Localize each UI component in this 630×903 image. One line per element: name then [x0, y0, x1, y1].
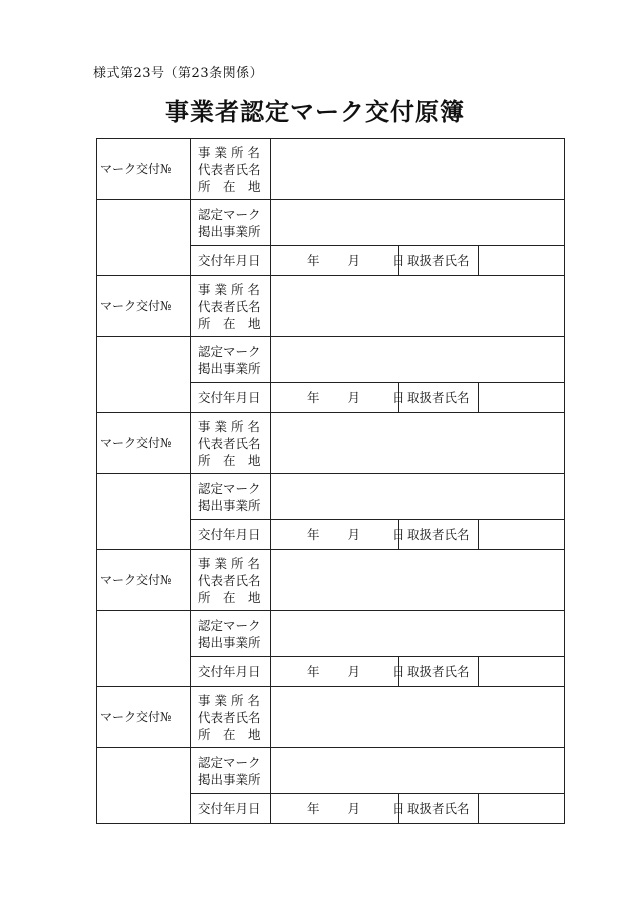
handler-label: 取扱者氏名: [399, 246, 479, 276]
issue-date-field[interactable]: [271, 794, 405, 824]
month-label: 月: [347, 664, 361, 679]
month-label: 月: [347, 253, 361, 268]
year-label: 年: [307, 664, 320, 679]
cert-mark-office-field[interactable]: [271, 611, 565, 657]
day-label: 日: [392, 390, 405, 405]
mark-number-label: マーク交付№: [97, 550, 191, 611]
handler-field[interactable]: [479, 520, 565, 550]
business-name-label: 事 業 所 名: [198, 418, 260, 434]
display-office-label: 掲出事業所: [198, 360, 261, 376]
day-label: 日: [392, 801, 405, 816]
issue-date-label: 交付年月日: [191, 520, 271, 550]
issue-date-label: 交付年月日: [191, 383, 271, 413]
mark-number-label: マーク交付№: [97, 687, 191, 748]
location-label: 所 在 地: [198, 178, 261, 194]
business-name-label: 事 業 所 名: [198, 555, 260, 571]
representative-label: 代表者氏名: [198, 298, 261, 314]
page-title: 事業者認定マーク交付原簿: [165, 97, 465, 126]
handler-label: 取扱者氏名: [399, 383, 479, 413]
handler-field[interactable]: [479, 657, 565, 687]
business-info-field[interactable]: [271, 139, 565, 200]
cert-mark-office-label: [191, 474, 271, 520]
mark-number-field[interactable]: [97, 748, 191, 824]
business-name-label: 事 業 所 名: [198, 692, 260, 708]
display-office-label: 掲出事業所: [198, 634, 261, 650]
day-label: 日: [392, 253, 405, 268]
representative-label: 代表者氏名: [198, 709, 261, 725]
issue-date-label: 交付年月日: [191, 794, 271, 824]
issue-date-label: 交付年月日: [191, 657, 271, 687]
cert-mark-label: 認定マーク: [198, 480, 261, 496]
business-info-field[interactable]: [271, 550, 565, 611]
mark-number-label: マーク交付№: [97, 413, 191, 474]
business-info-field[interactable]: [271, 413, 565, 474]
business-info-label: [191, 413, 271, 474]
month-label: 月: [347, 801, 361, 816]
cert-mark-office-field[interactable]: [271, 474, 565, 520]
mark-number-label: マーク交付№: [97, 139, 191, 200]
location-label: 所 在 地: [198, 726, 261, 742]
location-label: 所 在 地: [198, 589, 261, 605]
business-info-field[interactable]: [271, 687, 565, 748]
business-info-label: [191, 550, 271, 611]
year-label: 年: [307, 253, 320, 268]
handler-label: 取扱者氏名: [399, 657, 479, 687]
cert-mark-office-field[interactable]: [271, 200, 565, 246]
issue-date-field[interactable]: [271, 520, 405, 550]
month-label: 月: [347, 527, 361, 542]
form-number: 様式第23号（第23条関係）: [93, 66, 264, 81]
mark-number-field[interactable]: [97, 200, 191, 276]
issue-date-label: 交付年月日: [191, 246, 271, 276]
cert-mark-office-label: [191, 611, 271, 657]
location-label: 所 在 地: [198, 452, 261, 468]
handler-label: 取扱者氏名: [399, 794, 479, 824]
handler-field[interactable]: [479, 794, 565, 824]
mark-number-field[interactable]: [97, 474, 191, 550]
mark-number-field[interactable]: [97, 337, 191, 413]
business-name-label: 事 業 所 名: [198, 144, 260, 160]
cert-mark-label: 認定マーク: [198, 343, 261, 359]
location-label: 所 在 地: [198, 315, 261, 331]
cert-mark-office-field[interactable]: [271, 748, 565, 794]
display-office-label: 掲出事業所: [198, 223, 261, 239]
mark-number-field[interactable]: [97, 611, 191, 687]
issue-date-field[interactable]: [271, 246, 405, 276]
cert-mark-office-label: [191, 200, 271, 246]
register-table: [96, 138, 565, 824]
year-label: 年: [307, 801, 320, 816]
cert-mark-label: 認定マーク: [198, 754, 261, 770]
month-label: 月: [347, 390, 361, 405]
cert-mark-office-label: [191, 337, 271, 383]
year-label: 年: [307, 390, 320, 405]
cert-mark-office-label: [191, 748, 271, 794]
issue-date-field[interactable]: [271, 383, 405, 413]
business-name-label: 事 業 所 名: [198, 281, 260, 297]
business-info-label: [191, 687, 271, 748]
mark-number-label: マーク交付№: [97, 276, 191, 337]
day-label: 日: [392, 527, 405, 542]
representative-label: 代表者氏名: [198, 572, 261, 588]
representative-label: 代表者氏名: [198, 435, 261, 451]
handler-field[interactable]: [479, 383, 565, 413]
day-label: 日: [392, 664, 405, 679]
cert-mark-label: 認定マーク: [198, 617, 261, 633]
business-info-field[interactable]: [271, 276, 565, 337]
handler-label: 取扱者氏名: [399, 520, 479, 550]
cert-mark-office-field[interactable]: [271, 337, 565, 383]
display-office-label: 掲出事業所: [198, 771, 261, 787]
year-label: 年: [307, 527, 320, 542]
business-info-label: [191, 139, 271, 200]
representative-label: 代表者氏名: [198, 161, 261, 177]
cert-mark-label: 認定マーク: [198, 206, 261, 222]
handler-field[interactable]: [479, 246, 565, 276]
business-info-label: [191, 276, 271, 337]
issue-date-field[interactable]: [271, 657, 405, 687]
display-office-label: 掲出事業所: [198, 497, 261, 513]
